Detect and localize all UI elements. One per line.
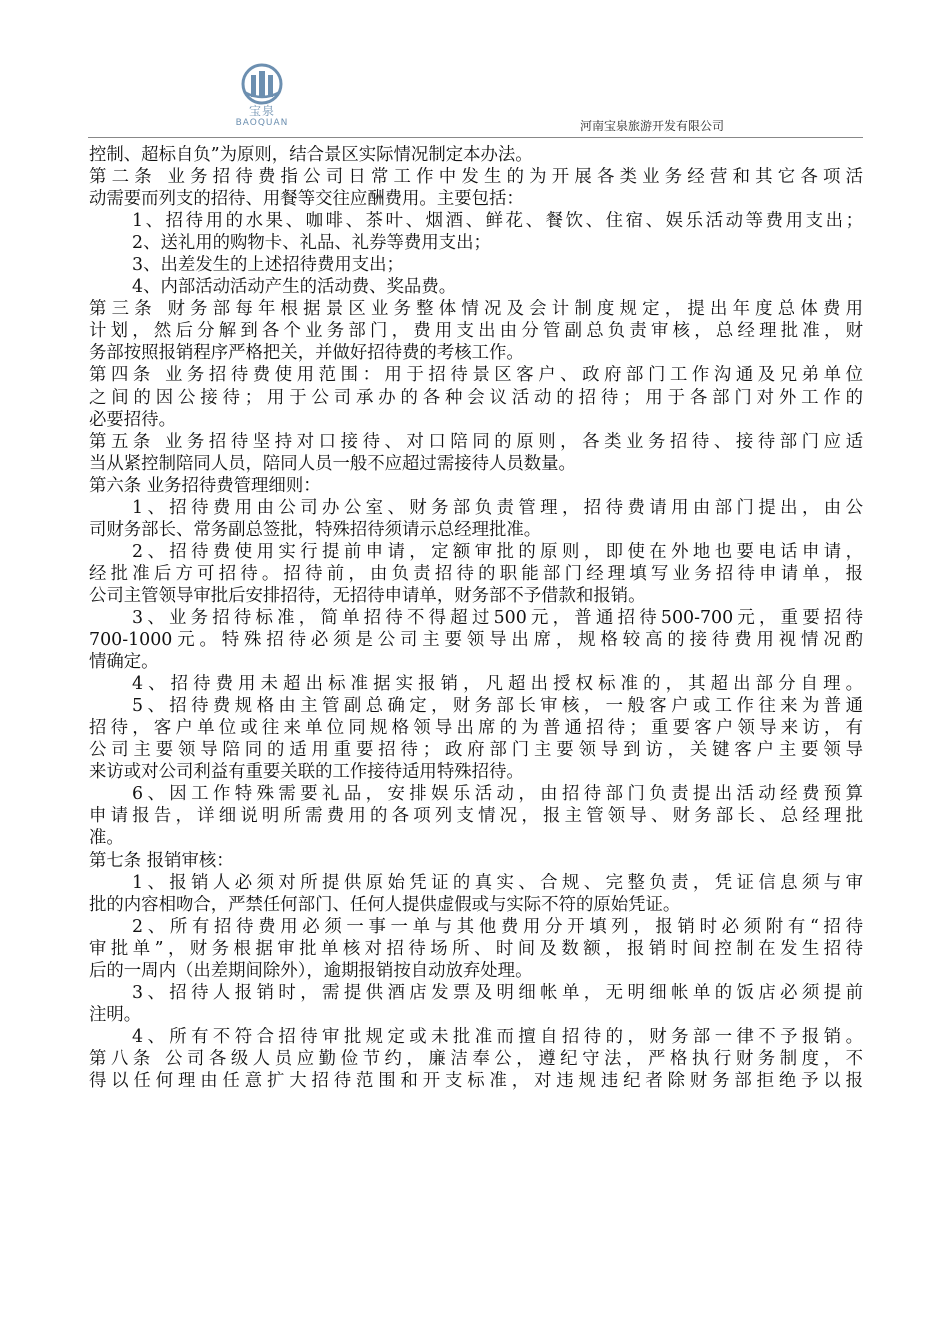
page-header xyxy=(0,0,950,140)
logo-mark-icon xyxy=(236,62,288,106)
logo-english-text: BAOQUAN xyxy=(235,118,289,128)
text-line: 控制、超标自负”为原则，结合景区实际情况制定本办法。 xyxy=(89,145,533,165)
text-line: 当从紧控制陪同人员，陪同人员一般不应超过需接待人员数量。 xyxy=(89,453,576,474)
text-line: 之间的因公接待；用于公司承办的各种会议活动的招待；用于各部门对外工作的 xyxy=(89,387,863,408)
text-line: 公司主管领导审批后安排招待，无招待申请单，财务部不予借款和报销。 xyxy=(89,585,646,606)
text-line: 3、业务招待标准，简单招待不得超过500元，普通招待500-700元，重要招待 xyxy=(132,607,863,628)
document-body xyxy=(89,144,863,1092)
text-line: 第八条 公司各级人员应勤俭节约，廉洁奉公，遵纪守法，严格执行财务制度，不 xyxy=(89,1048,863,1069)
text-line: 5、招待费规格由主管副总确定，财务部长审核，一般客户或工作往来为普通 xyxy=(132,696,863,717)
text-line: 得以任何理由任意扩大招待范围和开支标准，对违规违纪者除财务部拒绝予以报 xyxy=(89,1070,863,1091)
text-line: 必要招待。 xyxy=(89,409,176,430)
text-line: 司财务部长、常务副总签批，特殊招待须请示总经理批准。 xyxy=(89,519,542,540)
text-line: 审批单”，财务根据审批单核对招待场所、时间及数额，报销时间控制在发生招待 xyxy=(89,938,863,959)
text-line: 第六条 业务招待费管理细则： xyxy=(89,475,321,496)
text-line: 第七条 报销审核： xyxy=(89,850,234,871)
text-line: 第五条 业务招待坚持对口接待、对口陪同的原则，各类业务招待、接待部门应适 xyxy=(89,431,863,452)
text-line: 第三条 财务部每年根据景区业务整体情况及会计制度规定，提出年度总体费用 xyxy=(89,299,863,320)
company-logo xyxy=(226,62,298,134)
text-line: 公司主要领导陪同的适用重要招待；政府部门主要领导到访，关键客户主要领导 xyxy=(89,740,863,761)
text-line: 1、招待用的水果、咖啡、茶叶、烟酒、鲜花、餐饮、住宿、娱乐活动等费用支出； xyxy=(132,211,863,232)
text-line: 来访或对公司利益有重要关联的工作接待适用特殊招待。 xyxy=(89,762,524,783)
text-line: 6、因工作特殊需要礼品，安排娱乐活动，由招待部门负责提出活动经费预算 xyxy=(132,784,863,805)
text-line: 计划，然后分解到各个业务部门，费用支出由分管副总负责审核，总经理批准，财 xyxy=(89,321,863,342)
logo-chinese-text: 宝泉 xyxy=(248,104,275,118)
text-line: 第二条 业务招待费指公司日常工作中发生的为开展各类业务经营和其它各项活 xyxy=(89,167,863,188)
text-line: 批的内容相吻合，严禁任何部门、任何人提供虚假或与实际不符的原始凭证。 xyxy=(89,894,681,915)
text-line: 情确定。 xyxy=(89,652,159,673)
text-line: 务部按照报销程序严格把关，并做好招待费的考核工作。 xyxy=(89,343,524,364)
text-line: 3、出差发生的上述招待费用支出； xyxy=(132,255,404,276)
text-line: 4、所有不符合招待审批规定或未批准而擅自招待的，财务部一律不予报销。 xyxy=(132,1026,863,1047)
header-divider xyxy=(88,137,863,138)
text-line: 2、送礼用的购物卡、礼品、礼券等费用支出； xyxy=(132,233,491,254)
company-name: 河南宝泉旅游开发有限公司 xyxy=(579,119,724,133)
text-line: 招待，客户单位或往来单位同规格领导出席的为普通招待；重要客户领导来访，有 xyxy=(89,718,863,739)
text-line: 动需要而列支的招待、用餐等交往应酬费用。主要包括： xyxy=(89,189,524,210)
text-line: 3、招待人报销时，需提供酒店发票及明细帐单，无明细帐单的饭店必须提前 xyxy=(132,982,863,1003)
text-line: 申请报告，详细说明所需费用的各项列支情况，报主管领导、财务部长、总经理批 xyxy=(89,806,863,827)
text-line: 2、所有招待费用必须一事一单与其他费用分开填列，报销时必须附有“招待 xyxy=(132,916,863,937)
text-line: 4、内部活动活动产生的活动费、奖品费。 xyxy=(132,277,457,298)
text-line: 700-1000元。特殊招待必须是公司主要领导出席，规格较高的接待费用视情况酌 xyxy=(89,630,863,651)
text-line: 4、招待费用未超出标准据实报销，凡超出授权标准的，其超出部分自理。 xyxy=(132,674,863,695)
text-line: 1、报销人必须对所提供原始凭证的真实、合规、完整负责，凭证信息须与审 xyxy=(132,872,863,893)
text-line: 2、招待费使用实行提前申请，定额审批的原则，即使在外地也要电话申请， xyxy=(132,541,863,562)
text-line: 后的一周内（出差期间除外），逾期报销按自动放弃处理。 xyxy=(89,960,533,981)
text-line: 经批准后方可招待。招待前，由负责招待的职能部门经理填写业务招待申请单，报 xyxy=(89,563,863,584)
text-line: 准。 xyxy=(89,828,124,849)
text-line: 第四条 业务招待费使用范围：用于招待景区客户、政府部门工作沟通及兄弟单位 xyxy=(89,365,863,386)
text-line: 1、招待费用由公司办公室、财务部负责管理，招待费请用由部门提出，由公 xyxy=(132,497,863,518)
text-line: 注明。 xyxy=(89,1004,142,1025)
